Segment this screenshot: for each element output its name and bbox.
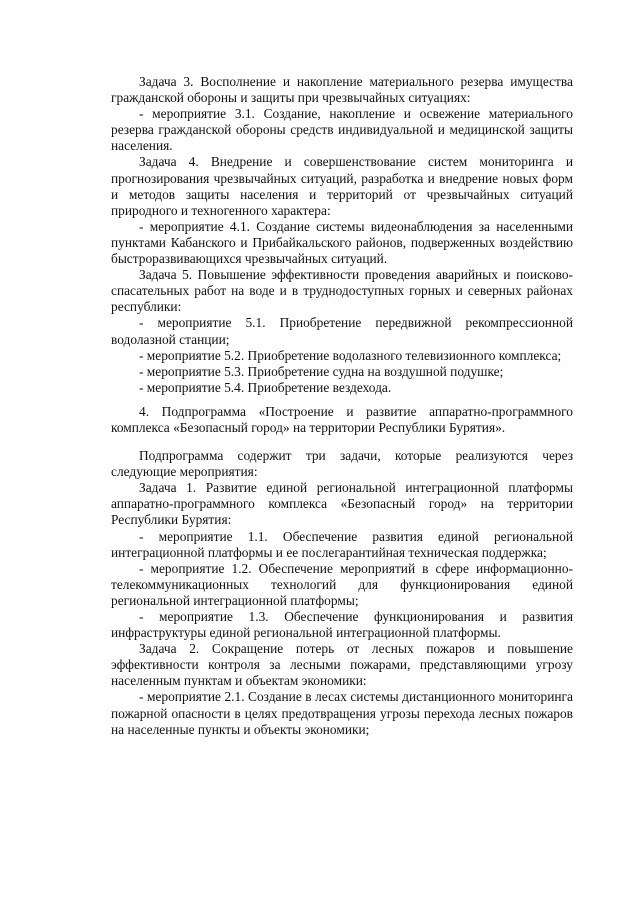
task-1-heading: Задача 1. Развитие единой региональной интеграционной платформы аппаратно-программного комплекса «Безопасный город» на территории Республики Бурятия:: [111, 480, 573, 528]
subprogram-4-heading: 4. Подпрограмма «Построение и развитие аппаратно-программного комплекса «Безопасный город» на территории Республики Бурятия».: [111, 403, 573, 435]
measure-5-2: - мероприятие 5.2. Приобретение водолазного телевизионного комплекса;: [139, 347, 562, 363]
task-5-heading: Задача 5. Повышение эффективности проведения аварийных и поисково-спасательных работ на воде и в труднодоступных горных и северных районах республики:: [111, 267, 573, 315]
task-4-heading: Задача 4. Внедрение и совершенствование систем мониторинга и прогнозирования чрезвычайных ситуаций, разработка и внедрение новых форм и методов защиты населения и территорий от чрезвычайных ситуаций природного и техногенного характера:: [111, 154, 573, 218]
document-page: [111, 74, 573, 738]
measure-1-2: - мероприятие 1.2. Обеспечение мероприятий в сфере информационно-телекоммуникационных технологий для функционирования единой региональной интеграционной платформы;: [111, 560, 573, 608]
task-3-heading: Задача 3. Восполнение и накопление материального резерва имущества гражданской обороны и защиты при чрезвычайных ситуациях:: [111, 74, 573, 106]
measure-3-1: - мероприятие 3.1. Создание, накопление и освежение материального резерва гражданской обороны средств индивидуальной и медицинской защиты населения.: [111, 106, 573, 154]
measure-2-1: - мероприятие 2.1. Создание в лесах системы дистанционного мониторинга пожарной опасности в целях предотвращения угрозы перехода лесных пожаров на населенные пункты и объекты экономики;: [111, 689, 573, 737]
measure-1-1: - мероприятие 1.1. Обеспечение развития единой региональной интеграционной платформы и ее послегарантийная техническая поддержка;: [111, 528, 573, 560]
subprogram-intro: Подпрограмма содержит три задачи, которые реализуются через следующие мероприятия:: [111, 448, 573, 480]
task-2-heading: Задача 2. Сокращение потерь от лесных пожаров и повышение эффективности контроля за лесными пожарами, представляющими угрозу населенным пунктам и объектам экономики:: [111, 641, 573, 689]
measure-1-3: - мероприятие 1.3. Обеспечение функционирования и развития инфраструктуры единой региональной интеграционной платформы.: [111, 609, 573, 641]
measure-5-1: - мероприятие 5.1. Приобретение передвижной рекомпрессионной водолазной станции;: [111, 315, 573, 347]
measure-5-3: - мероприятие 5.3. Приобретение судна на воздушной подушке;: [139, 363, 504, 379]
measure-5-4: - мероприятие 5.4. Приобретение вездехода.: [139, 379, 392, 395]
measure-4-1: - мероприятие 4.1. Создание системы видеонаблюдения за населенными пунктами Кабанского и Прибайкальского районов, подверженных воздействию быстроразвивающихся чрезвычайных ситуаций.: [111, 218, 573, 267]
